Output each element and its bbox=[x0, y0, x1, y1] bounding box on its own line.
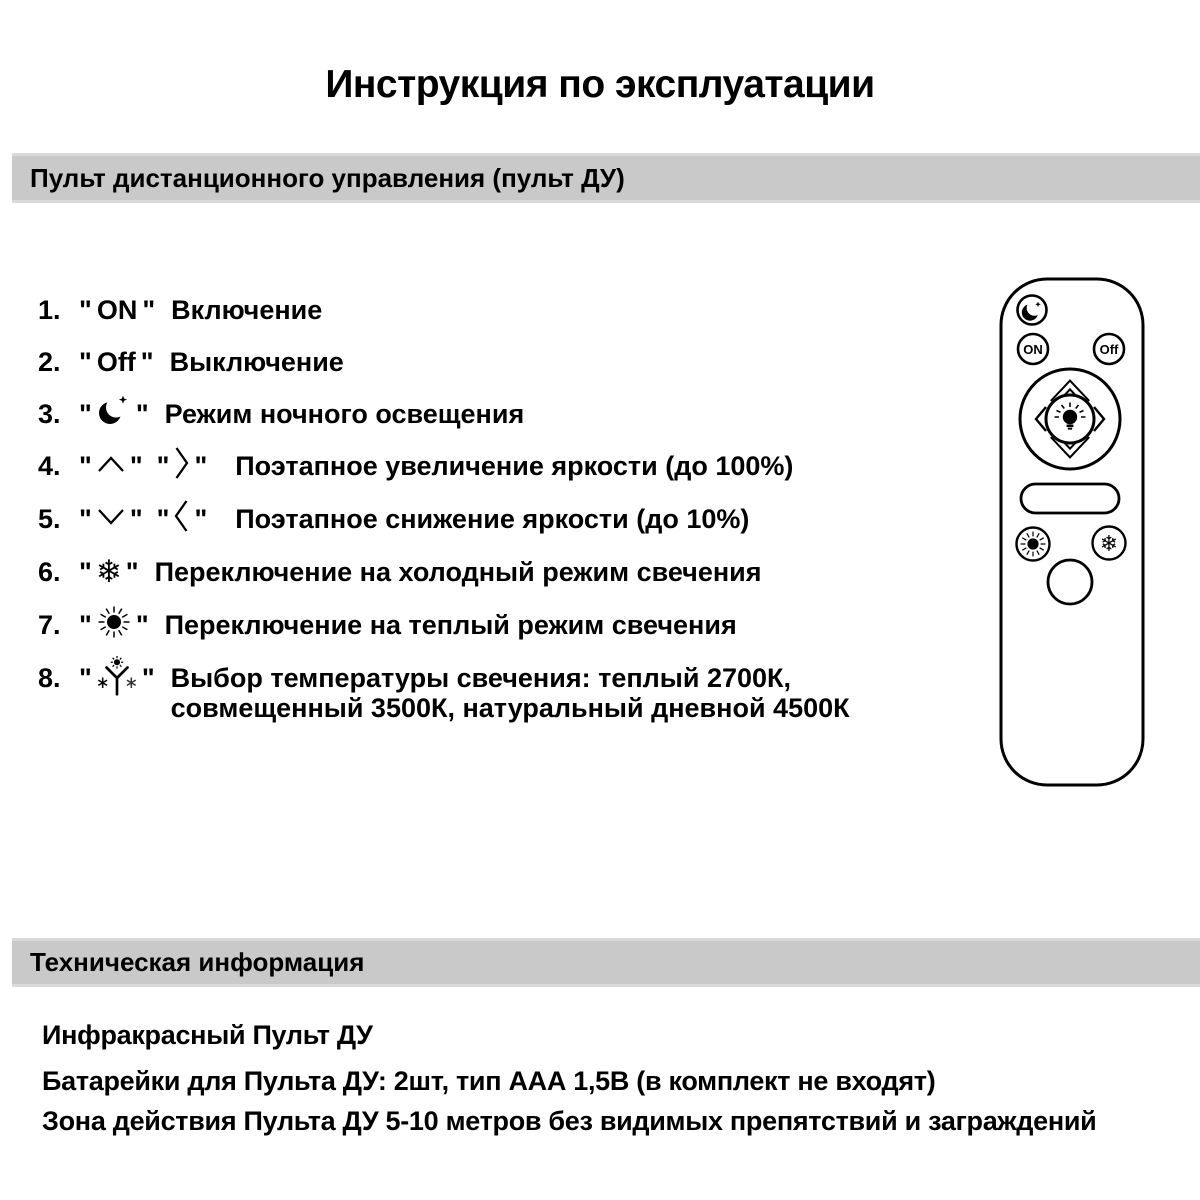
item-label: Выключение bbox=[169, 347, 344, 377]
list-item-on bbox=[38, 295, 322, 325]
on-key-label: ON bbox=[96, 295, 138, 325]
item-number: 7. bbox=[38, 610, 61, 640]
quote: " bbox=[79, 347, 92, 377]
list-item-warm-mode bbox=[38, 610, 737, 640]
quote: " bbox=[79, 451, 92, 481]
item-label-line1: Выбор температуры свечения: теплый 2700К, bbox=[170, 663, 791, 693]
on-button bbox=[1018, 334, 1048, 364]
night-mode-button bbox=[1018, 296, 1047, 325]
list-item-temp-select bbox=[38, 663, 850, 723]
item-label: Поэтапное увеличение яркости (до 100%) bbox=[235, 451, 794, 481]
page-title: Инструкция по эксплуатации bbox=[325, 63, 875, 106]
cold-mode-button bbox=[1093, 527, 1126, 560]
chevron-right-icon bbox=[173, 445, 190, 487]
chevron-down-icon bbox=[96, 504, 126, 534]
item-number: 3. bbox=[38, 399, 61, 429]
chevron-left-icon bbox=[173, 498, 190, 540]
remote-control-drawing bbox=[999, 276, 1145, 793]
quote: " bbox=[194, 451, 208, 481]
quote: " bbox=[142, 295, 156, 325]
quote: " bbox=[156, 451, 170, 481]
on-button-label: ON bbox=[1023, 342, 1043, 357]
item-label: Переключение на теплый режим свечения bbox=[164, 610, 737, 640]
temp-select-icon bbox=[96, 654, 138, 708]
item-number: 8. bbox=[38, 663, 61, 693]
list-item-off bbox=[38, 347, 344, 377]
off-key-label: Off bbox=[96, 347, 136, 377]
section-header-remote bbox=[12, 153, 1200, 203]
quote: " bbox=[125, 557, 139, 587]
quote: " bbox=[79, 610, 92, 640]
item-label: Режим ночного освещения bbox=[164, 399, 525, 429]
tech-line-batteries: Батарейки для Пульта ДУ: 2шт, тип ААА 1,5В (в комплект не входят) bbox=[42, 1066, 936, 1096]
quote: " bbox=[79, 399, 92, 429]
item-number: 5. bbox=[38, 504, 61, 534]
item-label: Включение bbox=[171, 295, 323, 325]
snowflake-icon: ❄ bbox=[95, 554, 122, 589]
tech-line-range: Зона действия Пульта ДУ 5-10 метров без видимых препятствий и заграждений bbox=[42, 1106, 1097, 1136]
off-button-label: Off bbox=[1099, 342, 1119, 357]
item-number: 6. bbox=[38, 557, 61, 587]
section-header-tech-label: Техническая информация bbox=[30, 947, 365, 977]
list-item-cold-mode bbox=[38, 554, 762, 589]
quote: " bbox=[79, 295, 92, 325]
item-number: 4. bbox=[38, 451, 61, 481]
list-item-brightness-up bbox=[38, 451, 793, 481]
quote: " bbox=[135, 399, 149, 429]
quote: " bbox=[129, 504, 143, 534]
quote: " bbox=[140, 347, 154, 377]
quote: " bbox=[194, 504, 208, 534]
item-label bbox=[171, 663, 850, 723]
quote: " bbox=[141, 663, 155, 693]
moon-icon bbox=[96, 393, 132, 435]
item-number: 1. bbox=[38, 295, 61, 325]
list-item-night-mode bbox=[38, 399, 524, 429]
quote: " bbox=[129, 451, 143, 481]
item-label: Поэтапное снижение яркости (до 10%) bbox=[235, 504, 750, 534]
quote: " bbox=[79, 663, 92, 693]
warm-mode-button bbox=[1017, 528, 1050, 561]
section-header-remote-label: Пульт дистанционного управления (пульт ДУ) bbox=[30, 162, 625, 193]
quote: " bbox=[79, 504, 92, 534]
item-label-line2: совмещенный 3500К, натуральный дневной 4500К bbox=[170, 693, 850, 723]
item-label: Переключение на холодный режим свечения bbox=[154, 557, 762, 587]
section-header-tech bbox=[12, 938, 1200, 987]
item-number: 2. bbox=[38, 347, 61, 377]
dpad-brightness-control bbox=[1020, 369, 1120, 469]
quote: " bbox=[79, 557, 92, 587]
tech-line-ir: Инфракрасный Пульт ДУ bbox=[42, 1020, 373, 1050]
round-button bbox=[1048, 560, 1092, 604]
off-button bbox=[1094, 334, 1124, 364]
sun-icon bbox=[96, 604, 132, 646]
preset-button bbox=[1021, 484, 1119, 513]
quote: " bbox=[135, 610, 149, 640]
chevron-up-icon bbox=[96, 451, 126, 481]
list-item-brightness-down bbox=[38, 504, 749, 534]
snowflake-icon: ❄ bbox=[1099, 531, 1119, 556]
quote: " bbox=[156, 504, 170, 534]
